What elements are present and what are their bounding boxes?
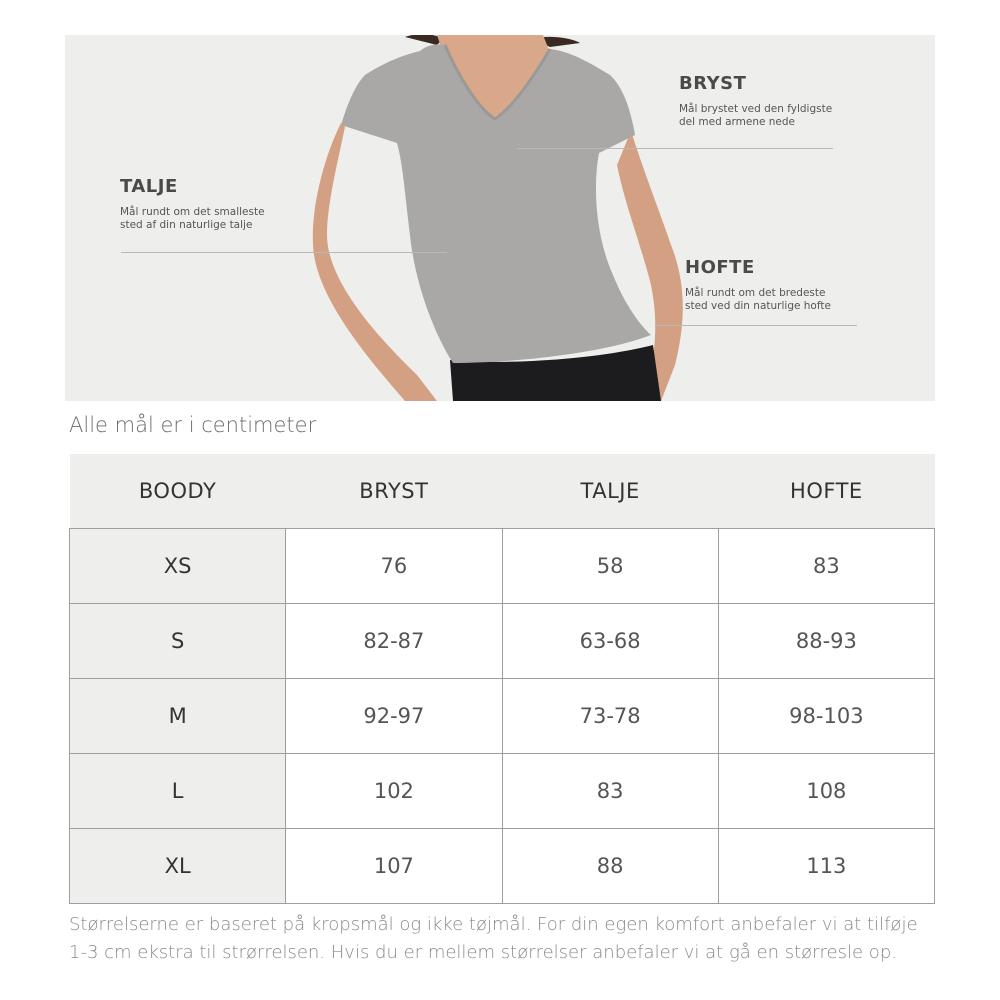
table-cell: 88: [502, 829, 718, 904]
table-cell: 83: [718, 529, 934, 604]
table-row: [70, 829, 935, 904]
size-chart-table: [69, 454, 935, 904]
bryst-guide-line: [517, 148, 833, 149]
size-cell: XL: [70, 829, 286, 904]
table-cell: 76: [286, 529, 502, 604]
size-cell: M: [70, 679, 286, 754]
units-note: Alle mål er i centimeter: [69, 413, 317, 437]
table-cell: 92-97: [286, 679, 502, 754]
talje-guide-line: [121, 252, 447, 253]
callout-description: Mål rundt om det bredeste sted ved din naturlige hofte: [685, 287, 831, 312]
table-row: [70, 529, 935, 604]
table-row: [70, 679, 935, 754]
table-cell: 113: [718, 829, 934, 904]
size-cell: XS: [70, 529, 286, 604]
callout-description: Mål rundt om det smalleste sted af din naturlige talje: [120, 206, 265, 231]
table-cell: 102: [286, 754, 502, 829]
column-header: TALJE: [502, 454, 718, 529]
table-cell: 88-93: [718, 604, 934, 679]
size-cell: S: [70, 604, 286, 679]
table-cell: 108: [718, 754, 934, 829]
table-cell: 58: [502, 529, 718, 604]
callout-description: Mål brystet ved den fyldigste del med armene nede: [679, 103, 833, 128]
footnote-line: 1-3 cm ekstra til strørrelsen. Hvis du er mellem størrelser anbefaler vi at gå en størresle op.: [69, 942, 897, 963]
table-cell: 98-103: [718, 679, 934, 754]
table-cell: 82-87: [286, 604, 502, 679]
footnote-line: Størrelserne er baseret på kropsmål og ikke tøjmål. For din egen komfort anbefaler vi at tilføje: [69, 914, 918, 935]
table-cell: 83: [502, 754, 718, 829]
table-cell: 107: [286, 829, 502, 904]
callout-hofte: [685, 257, 831, 313]
callout-title: TALJE: [120, 176, 178, 197]
table-row: [70, 754, 935, 829]
size-advice-note: [69, 911, 939, 967]
callout-talje: [120, 176, 265, 232]
table-row: [70, 604, 935, 679]
size-cell: L: [70, 754, 286, 829]
column-header: BOODY: [70, 454, 286, 529]
hofte-guide-line: [655, 325, 857, 326]
table-cell: 73-78: [502, 679, 718, 754]
table-header-row: [70, 454, 935, 529]
column-header: HOFTE: [718, 454, 934, 529]
measurement-illustration: [65, 35, 935, 401]
table-cell: 63-68: [502, 604, 718, 679]
callout-bryst: [679, 73, 832, 129]
callout-title: HOFTE: [685, 257, 755, 278]
callout-title: BRYST: [679, 73, 747, 94]
column-header: BRYST: [286, 454, 502, 529]
